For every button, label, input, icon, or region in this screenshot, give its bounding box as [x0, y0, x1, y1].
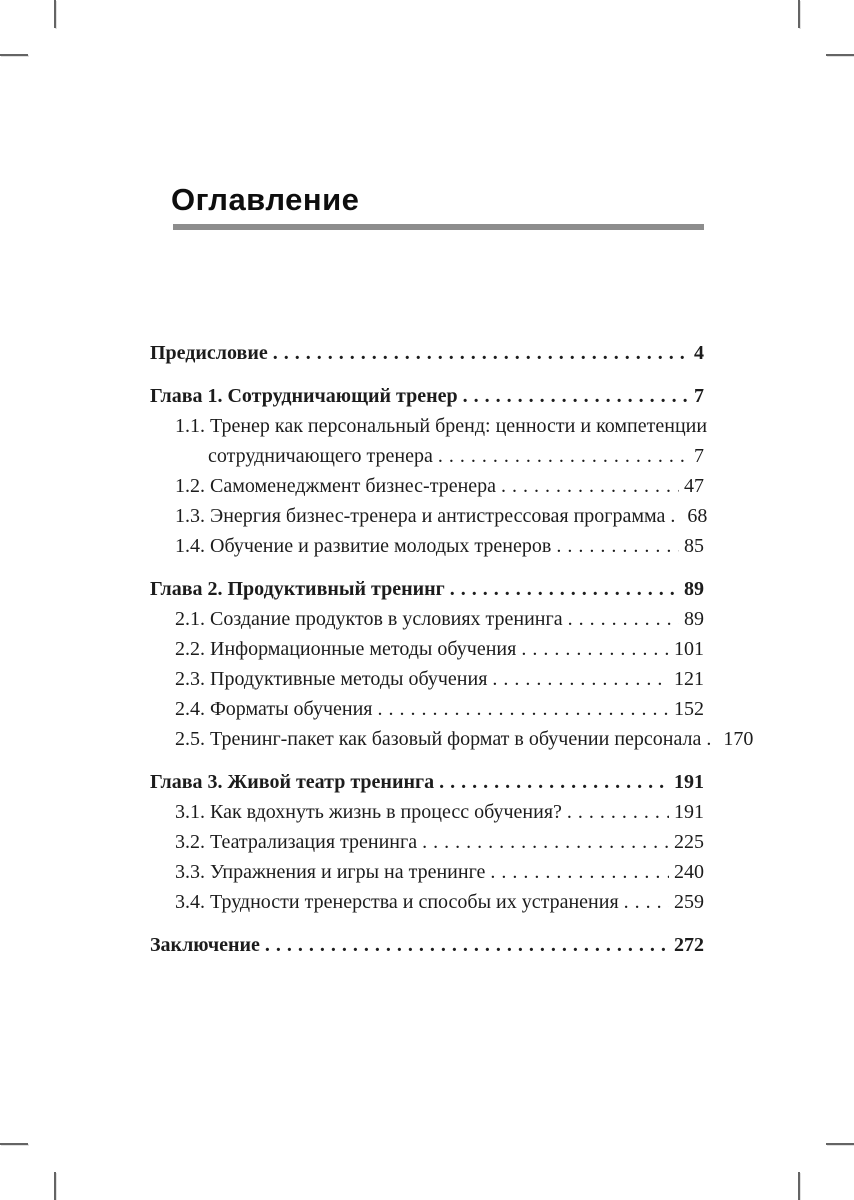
toc-entry-1-4 — [150, 531, 704, 561]
toc-entry-label: 1.1. Тренер как персональный бренд: ценности и компетенции — [175, 415, 708, 437]
toc-entry-label-continuation: сотрудничающего тренера — [208, 445, 433, 467]
toc-entry-label: 2.2. Информационные методы обучения — [175, 638, 517, 660]
toc-entry-page: 89 — [684, 608, 704, 630]
table-of-contents — [150, 338, 754, 960]
crop-mark-top-left-horizontal — [0, 54, 28, 56]
crop-mark-bottom-right-horizontal — [826, 1143, 854, 1145]
toc-entry-label: Заключение — [150, 934, 260, 956]
toc-entry-chapter-1 — [150, 381, 704, 411]
toc-entry-label: 1.4. Обучение и развитие молодых тренеров — [175, 535, 552, 557]
toc-entry-page: 225 — [674, 831, 704, 853]
toc-entry-2-3 — [150, 664, 704, 694]
toc-entry-page: 101 — [674, 638, 704, 660]
toc-entry-preface — [150, 338, 704, 368]
toc-entry-label: Предисловие — [150, 342, 268, 364]
toc-entry-1-3 — [150, 501, 708, 531]
toc-entry-label: 1.2. Самоменеджмент бизнес-тренера — [175, 475, 497, 497]
toc-entry-3-4 — [150, 887, 704, 917]
dot-leader — [706, 724, 718, 754]
dot-leader — [439, 767, 669, 797]
dot-leader — [378, 694, 669, 724]
toc-entry-page: 259 — [674, 891, 704, 913]
toc-entry-label: 2.5. Тренинг-пакет как базовый формат в обучении персонала — [175, 728, 702, 750]
toc-entry-label: Глава 1. Сотрудничающий тренер — [150, 385, 458, 407]
toc-entry-page: 170 — [723, 728, 754, 750]
toc-entry-label: 2.4. Форматы обучения — [175, 698, 373, 720]
toc-entry-3-2 — [150, 827, 704, 857]
toc-entry-chapter-3 — [150, 767, 704, 797]
toc-entry-label: 3.1. Как вдохнуть жизнь в процесс обучения? — [175, 801, 562, 823]
toc-entry-2-5 — [150, 724, 754, 754]
toc-entry-3-1 — [150, 797, 704, 827]
toc-entry-page: 240 — [674, 861, 704, 883]
crop-mark-bottom-right-vertical — [798, 1172, 800, 1200]
toc-entry-page: 85 — [684, 535, 704, 557]
dot-leader — [521, 634, 669, 664]
toc-entry-conclusion — [150, 930, 704, 960]
toc-entry-label: 2.3. Продуктивные методы обучения — [175, 668, 488, 690]
toc-entry-page: 191 — [674, 801, 704, 823]
toc-entry-page: 7 — [694, 445, 704, 467]
dot-leader — [492, 664, 669, 694]
toc-entry-page: 47 — [684, 475, 704, 497]
toc-entry-label: Глава 3. Живой театр тренинга — [150, 771, 435, 793]
toc-entry-label: 3.2. Театрализация тренинга — [175, 831, 418, 853]
toc-entry-label: Глава 2. Продуктивный тренинг — [150, 578, 445, 600]
toc-entry-1-1 — [150, 411, 708, 471]
page-title: Оглавление — [171, 182, 360, 217]
toc-entry-label: 3.3. Упражнения и игры на тренинге — [175, 861, 486, 883]
dot-leader — [422, 827, 669, 857]
toc-entry-page: 68 — [687, 505, 708, 527]
dot-leader — [567, 797, 669, 827]
toc-entry-3-3 — [150, 857, 704, 887]
toc-entry-2-1 — [150, 604, 704, 634]
toc-entry-page: 89 — [684, 578, 704, 600]
toc-entry-page: 191 — [674, 771, 704, 793]
title-underline-rule — [173, 224, 704, 230]
dot-leader — [556, 531, 679, 561]
toc-entry-label: 1.3. Энергия бизнес-тренера и антистрессовая программа — [175, 505, 666, 527]
dot-leader — [463, 381, 689, 411]
crop-mark-bottom-left-horizontal — [0, 1143, 28, 1145]
crop-mark-bottom-left-vertical — [54, 1172, 56, 1200]
toc-entry-page: 152 — [674, 698, 704, 720]
toc-entry-label: 2.1. Создание продуктов в условиях тренинга — [175, 608, 563, 630]
toc-entry-2-4 — [150, 694, 704, 724]
dot-leader — [670, 501, 682, 531]
toc-entry-page: 121 — [674, 668, 704, 690]
dot-leader — [501, 471, 679, 501]
toc-entry-1-2 — [150, 471, 704, 501]
toc-entry-chapter-2 — [150, 574, 704, 604]
toc-entry-page: 272 — [674, 934, 704, 956]
dot-leader — [490, 857, 669, 887]
dot-leader — [624, 887, 669, 917]
toc-entry-2-2 — [150, 634, 704, 664]
crop-mark-top-right-vertical — [798, 0, 800, 28]
toc-entry-page: 4 — [694, 342, 704, 364]
toc-entry-label: 3.4. Трудности тренерства и способы их устранения — [175, 891, 619, 913]
dot-leader — [265, 930, 669, 960]
dot-leader — [450, 574, 679, 604]
crop-mark-top-right-horizontal — [826, 54, 854, 56]
toc-entry-page: 7 — [694, 385, 704, 407]
dot-leader — [438, 441, 689, 471]
dot-leader — [568, 604, 679, 634]
dot-leader — [273, 338, 689, 368]
crop-mark-top-left-vertical — [54, 0, 56, 28]
